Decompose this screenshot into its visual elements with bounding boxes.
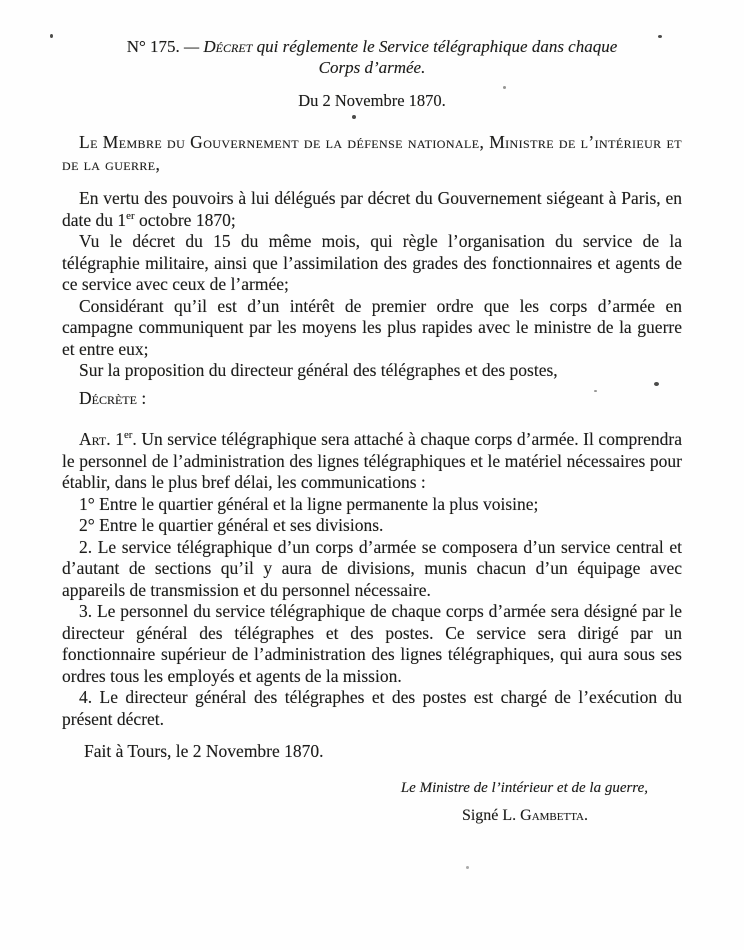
- article-1-item-1: 1° Entre le quartier général et la ligne permanente la plus voisine;: [79, 493, 539, 514]
- scan-speck: [50, 34, 53, 38]
- preamble-vertu-text2: octobre 1870;: [138, 209, 236, 230]
- signature-name: Gambetta: [520, 806, 584, 824]
- scan-speck: [466, 866, 469, 869]
- article-2: 2. Le service télégraphique d’un corps d’armée se composera d’un service central et d’autant de sections qu’il y aura de divisions, munis chacun d’un équipage avec appareils de transmission et du personnel nécessaire.: [62, 536, 682, 600]
- decrete-colon: :: [141, 387, 147, 408]
- decree-heading: [62, 36, 682, 78]
- scan-speck: [594, 390, 597, 392]
- article-1-item-2: 2° Entre le quartier général et ses divisions.: [79, 515, 384, 535]
- preamble-vu: Vu le décret du 15 du même mois, qui règle l’organisation du service de la télégraphie militaire, ainsi que l’assimilation des grades des fonctionnaires et agents de ce service avec ceux de l’armée;: [62, 231, 682, 294]
- signature-block: [62, 778, 682, 826]
- article-4: 4. Le directeur général des télégraphes et des postes est chargé de l’exécution du présent décret.: [62, 687, 682, 729]
- date-line: Du 2 Novembre 1870.: [298, 91, 446, 110]
- preamble-vertu-text1: En vertu des pouvoirs à lui délégués par décret du Gouvernement siégeant à Paris, en date du 1: [62, 188, 682, 230]
- signature-minister-title: Le Ministre de l’intérieur et de la guerre,: [400, 779, 648, 796]
- article-3: 3. Le personnel du service télégraphique de chaque corps d’armée sera désigné par le directeur général des télégraphes et des postes. Ce service sera dirigé par un fonctionnaire supérieur de l’administration des lignes télégraphiques, qui aura sous ses ordres tous les employés et agents de la mission.: [62, 601, 682, 686]
- scan-speck: [658, 35, 662, 38]
- preamble-considerant: Considérant qu’il est d’un intérêt de premier ordre que les corps d’armée en campagne communiquent par les moyens les plus rapides avec le ministre de la guerre et entre eux;: [62, 295, 682, 359]
- article-1-text: . Un service télégraphique sera attaché à chaque corps d’armée. Il comprendra le personnel de l’administration des lignes télégraphiques et le matériel nécessaires pour établir, dans le plus bref délai, les communications :: [62, 429, 682, 492]
- decree-word: Décret: [203, 37, 253, 56]
- preamble-proposition: Sur la proposition du directeur général des télégraphes et des postes,: [79, 360, 558, 380]
- scan-speck: [503, 86, 506, 89]
- signature-line: [62, 806, 682, 826]
- signature-prefix: Signé L.: [461, 806, 517, 824]
- article-1-ordinal: er: [123, 429, 133, 442]
- decree-title-rest: qui réglemente le Service télégraphique dans chaque: [256, 37, 618, 56]
- preamble-vertu-ordinal: er: [126, 209, 135, 222]
- heading-dash: —: [184, 37, 200, 56]
- closing-done-at: Fait à Tours, le 2 Novembre 1870.: [84, 741, 324, 761]
- decree-heading-line2: Corps d’armée.: [318, 58, 426, 77]
- decree-heading-line1: [62, 36, 682, 57]
- decrete-line: [62, 388, 682, 410]
- preamble-opening: Le Membre du Gouvernement de la défense nationale, Ministre de l’intérieur et de la guerre,: [62, 132, 682, 174]
- article-1: [62, 429, 682, 494]
- article-1-number: 1: [115, 429, 124, 449]
- preamble-vertu: [62, 188, 682, 231]
- signature-period: .: [584, 806, 588, 824]
- decree-number: N° 175.: [126, 37, 180, 56]
- article-1-label: Art.: [79, 429, 111, 449]
- scan-speck: [654, 382, 659, 386]
- scan-speck: [352, 115, 356, 119]
- decrete-word: Décrète: [79, 387, 137, 408]
